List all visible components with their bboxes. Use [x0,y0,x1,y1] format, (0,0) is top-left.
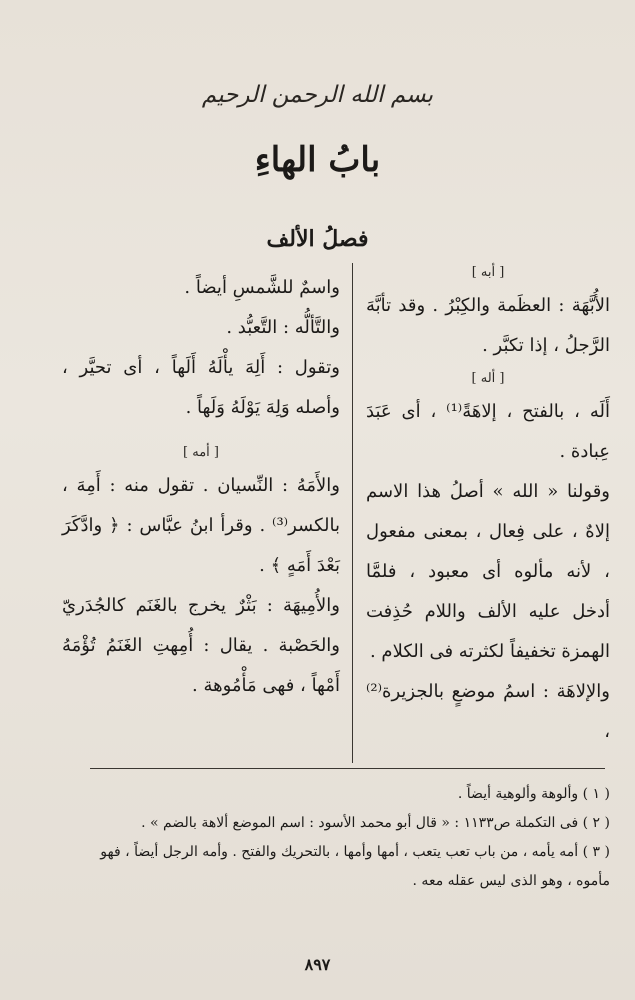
basmala-heading: بسم الله الرحمن الرحيم [201,82,434,108]
entry-text: والإلاهَة : اسمُ موضعٍ بالجزيرة⁽²⁾ ، [366,681,610,742]
entry-text: الأُبَّهَة : العظَمة والكِبْرُ . وقد تأبَّهَ الرَّجلُ ، إذا تكبَّر . [366,295,610,356]
column-divider [352,263,353,763]
footnote: ( ٢ ) فى التكملة ص١١٣٣ : « قال أبو محمد الأسود : اسم الموضع ألاهة بالضم » . [141,815,610,831]
footnote: ( ١ ) وألوهة وألوهية أيضاً . [457,786,610,802]
chapter-title: بابُ الهاءِ [254,140,381,180]
entry-text: والتَّألُّه : التَّعبُّد . [226,317,340,338]
footnotes [80,780,610,896]
entry-header: [ أمه ] [183,445,219,460]
entry-text: واسمٌ للشَّمسِ أيضاً . [184,277,340,298]
page-number: ٨٩٧ [304,955,331,974]
footnote-divider [90,768,605,769]
footnote: ( ٣ ) أمه يأمه ، من باب تعب يتعب ، أمها وأمها ، بالتحريك والفتح . وأمه الرجل أيضاً ، فهو مأموه ، وهو الذى ليس عقله معه . [100,844,610,889]
entry-header: [ أبه ] [471,265,505,280]
entry-text: والأُمِيهَة : بَثْرٌ يخرج بالغَنَم كالجُدَريّ والحَصْبة . يقال : أُمِهتِ الغَنَمُ تُؤْمَهُ أَمْهاً ، فهى مَأْمُوهة . [62,595,340,696]
entry-text: وقولنا « الله » أصلُ هذا الاسم إلاهٌ ، على فِعال ، بمعنى مفعول ، لأنه مألوه أى معبود ، فلمَّا أدخل عليه الألف واللام حُذِفت الهمزة تخفيفاً لكثرته فى الكلام . [366,481,610,662]
right-column [366,260,610,752]
entry-text: أَلَه ، بالفتح ، إلاهَةً⁽¹⁾ ، أى عَبَدَ عِبادة . [366,401,610,462]
entry-text: وتقول : أَلِهَ يأْلَهُ أَلَهاً ، أى تحيَّر ، وأصله وَلِهَ يَوْلَهُ وَلَهاً . [62,357,340,418]
section-title: فصلُ الألف [266,226,369,252]
entry-text: والأَمَهُ : النِّسيان . تقول منه : أَمِهَ ، بالكسر⁽³⁾ . وقرأ ابنُ عبَّاس : ﴿ وادَّكَرَ بَعْدَ أَمَهٍ ﴾ . [62,475,340,576]
entry-header: [ أله ] [471,371,505,386]
left-column [62,268,340,706]
